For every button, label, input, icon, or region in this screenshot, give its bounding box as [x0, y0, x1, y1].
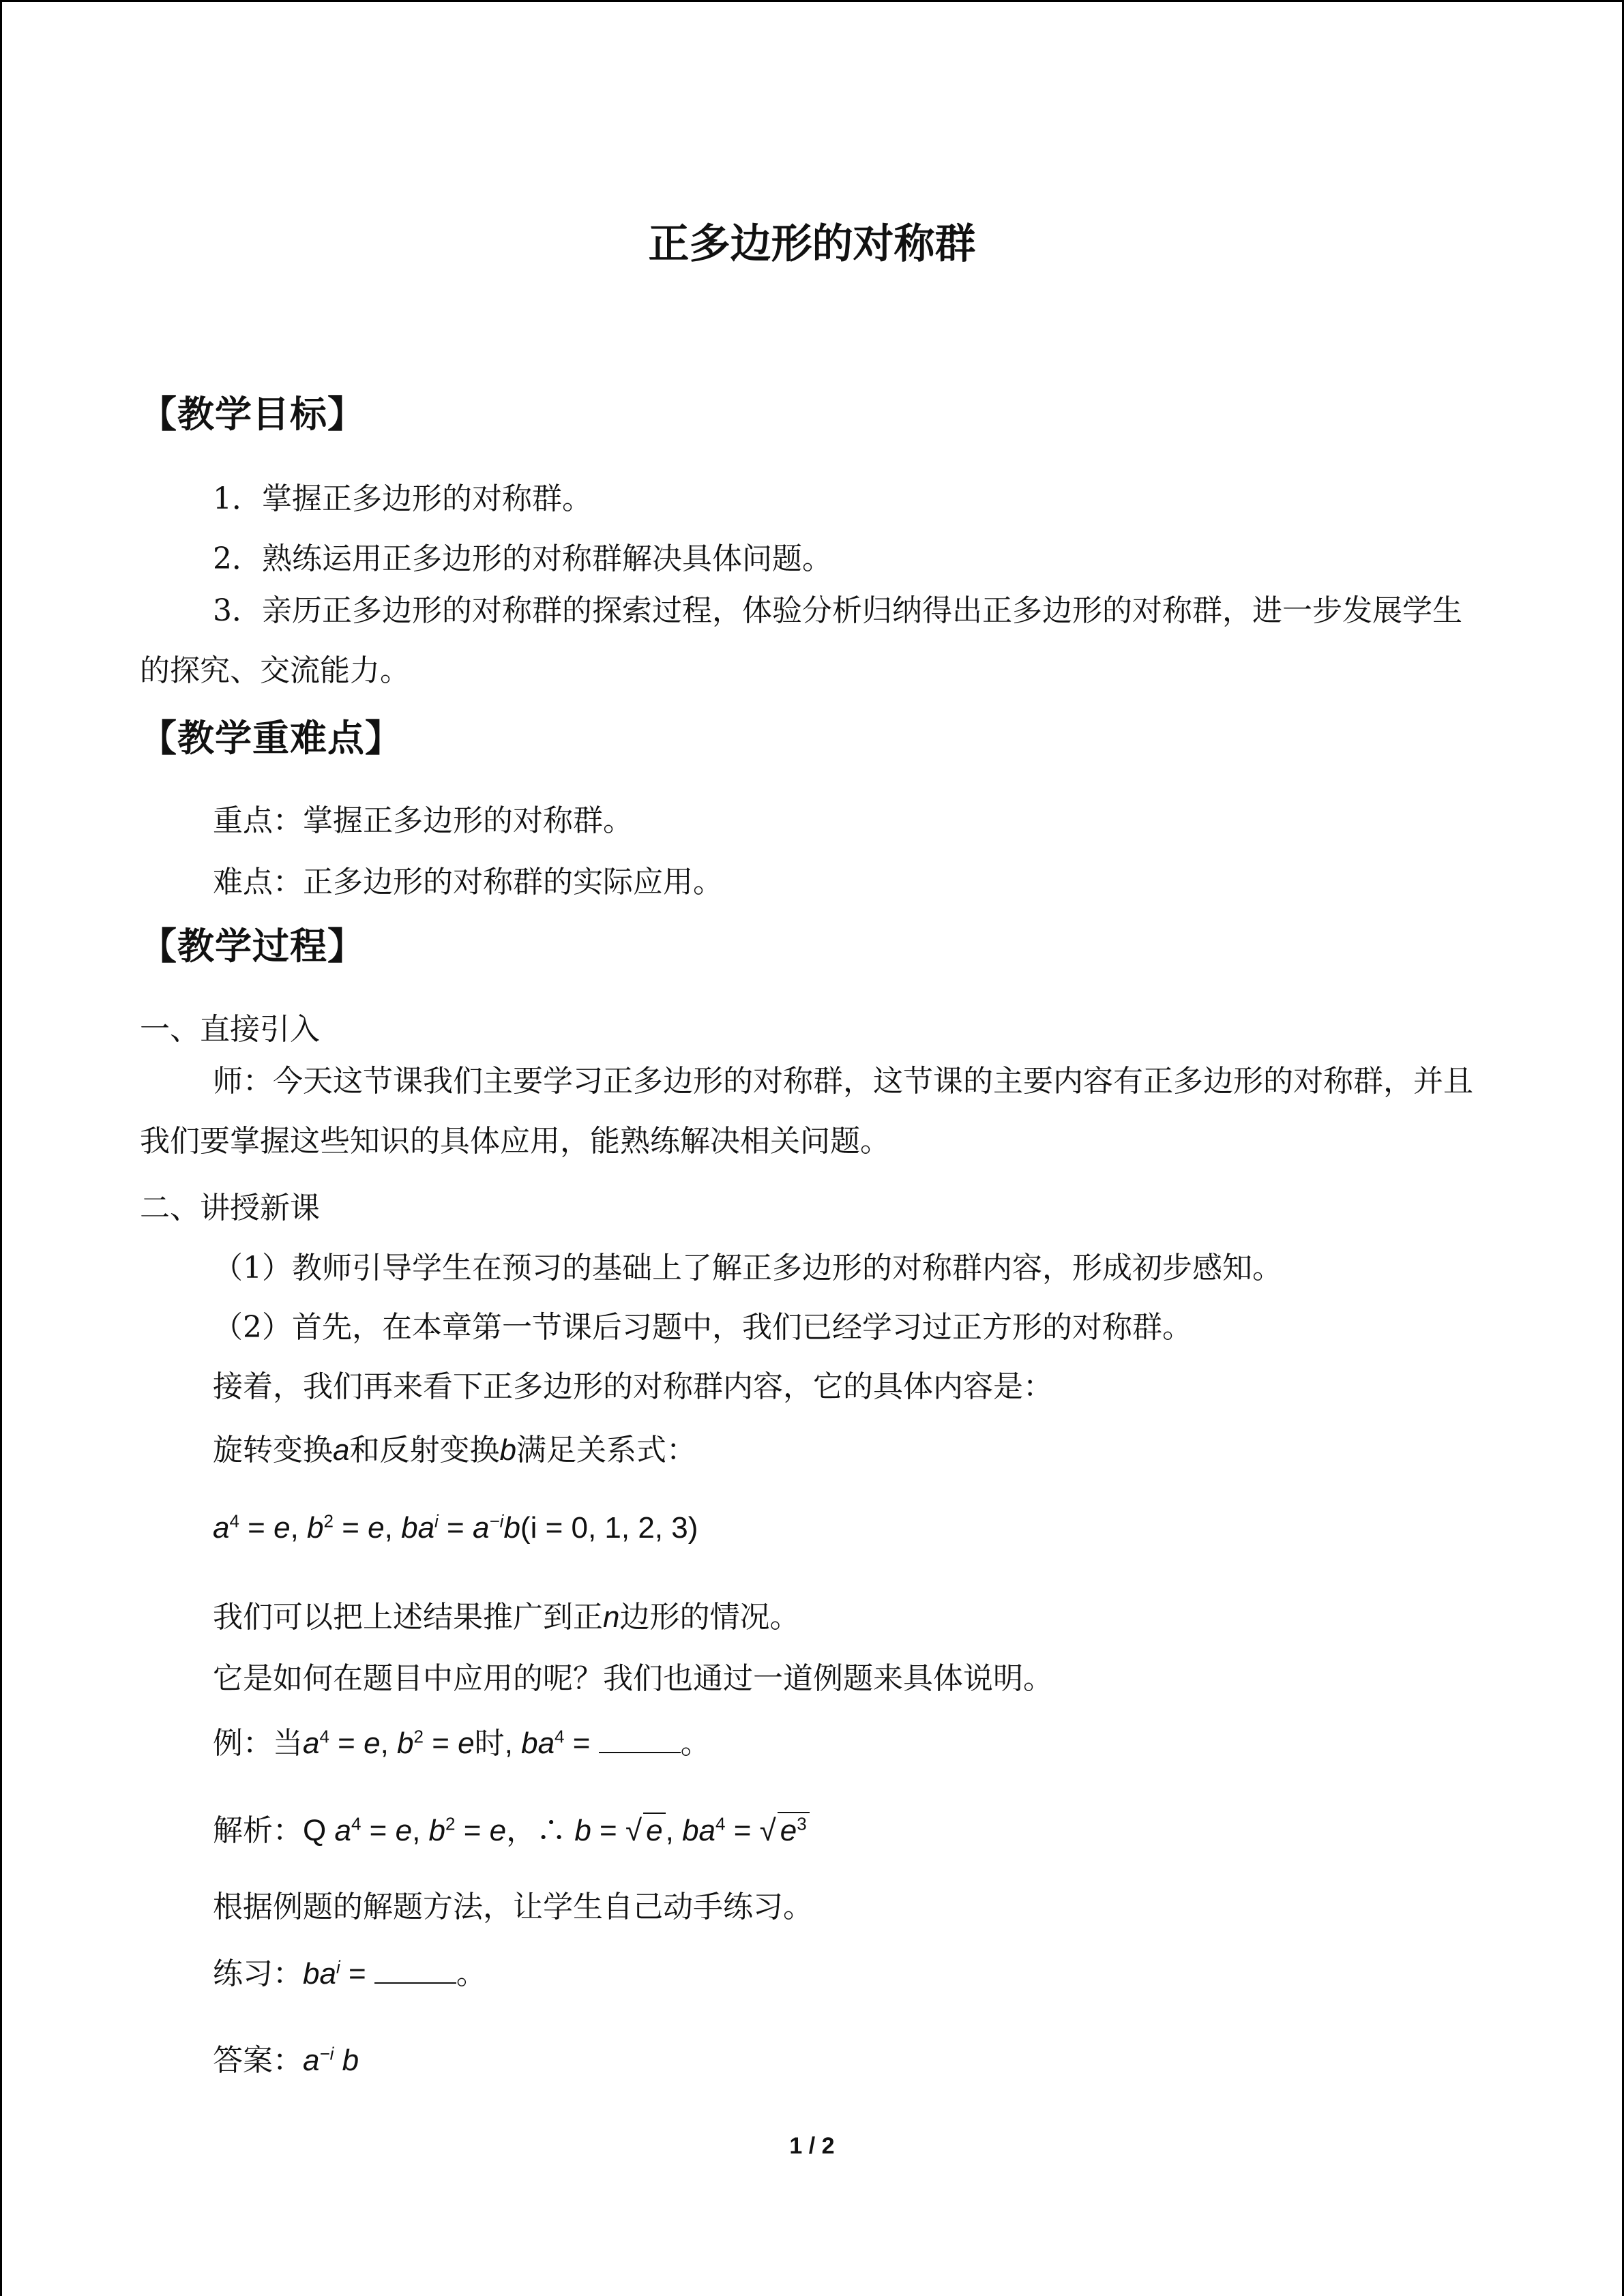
practice-label: 练习：: [213, 1956, 303, 1991]
relation-line: [213, 1425, 696, 1469]
formula-relations: $a^4 = e$, $b^2 = e$, $ba^i = a^{-i}b(i = 0$, 1, 2, 3): [213, 1510, 698, 1545]
var-a: a: [333, 1433, 350, 1467]
example-line: 例：当$a^4 = e$, $b^2 = e$时, $ba^4$ = 。: [213, 1726, 711, 1761]
generalize-prefix: 我们可以把上述结果推广到正: [213, 1600, 603, 1635]
heading-teaching-process: 【教学过程】: [140, 925, 365, 968]
generalize-suffix: 边形的情况。: [619, 1600, 800, 1635]
because-symbol: Q: [303, 1814, 327, 1847]
goal-1: 1．掌握正多边形的对称群。: [213, 481, 592, 516]
page-number: 1 / 2: [789, 2133, 835, 2159]
goal-3: 3．亲历正多边形的对称群的探索过程，体验分析归纳得出正多边形的对称群，进一步发展学生的探究、交流能力。: [140, 593, 1462, 688]
generalize-line: [213, 1592, 799, 1636]
example-when: 时: [474, 1726, 505, 1761]
answer-blank: [599, 1727, 681, 1753]
practice-line: 练习：$ba^i$ = 。: [213, 1956, 486, 1991]
sqrt-e: e: [643, 1813, 665, 1848]
application-intro: 它是如何在题目中应用的呢？我们也通过一道例题来具体说明。: [213, 1661, 1053, 1696]
practice-blank: [374, 1958, 456, 1984]
method-line: 根据例题的解题方法，让学生自己动手练习。: [213, 1890, 813, 1924]
sqrt-e-cubed: $e^3$: [778, 1812, 810, 1848]
heading-key-difficult: 【教学重难点】: [140, 717, 402, 760]
analysis-label: 解析：: [213, 1813, 303, 1848]
var-n: n: [603, 1600, 620, 1634]
analysis-line: 解析：Q $a^4 = e$, $b^2 = e$，∴ b = √ e, $ba^4$ = √ $e^3$: [213, 1806, 810, 1849]
page-border-left: [0, 0, 2, 2296]
page-border-top: [0, 0, 1624, 2]
example-label: 例：当: [213, 1726, 303, 1761]
step-1: （1）教师引导学生在预习的基础上了解正多边形的对称群内容，形成初步感知。: [213, 1251, 1282, 1285]
part1-text: 师：今天这节课我们主要学习正多边形的对称群，这节课的主要内容有正多边形的对称群，并且我们要掌握这些知识的具体应用，能熟练解决相关问题。: [140, 1064, 1473, 1159]
answer-line: 答案：$a^{-i}$ b: [213, 2043, 359, 2078]
part2-title: 二、讲授新课: [140, 1191, 320, 1225]
heading-teaching-goals: 【教学目标】: [140, 393, 365, 436]
relation-suffix: 满足关系式：: [516, 1433, 696, 1467]
var-b: b: [499, 1433, 516, 1467]
step-2: （2）首先，在本章第一节课后习题中，我们已经学习过正方形的对称群。: [213, 1310, 1192, 1345]
relation-mid: 和反射变换: [349, 1433, 500, 1467]
therefore-symbol: ∴: [536, 1813, 567, 1848]
key-point: 重点：掌握正多边形的对称群。: [213, 803, 633, 838]
part1-title: 一、直接引入: [140, 1012, 320, 1047]
difficult-point: 难点：正多边形的对称群的实际应用。: [213, 865, 723, 899]
goal-2: 2．熟练运用正多边形的对称群解决具体问题。: [213, 541, 832, 576]
i-values: (i = 0, 1, 2, 3): [520, 1511, 698, 1545]
next-intro: 接着，我们再来看下正多边形的对称群内容，它的具体内容是：: [213, 1369, 1053, 1404]
answer-label: 答案：: [213, 2043, 303, 2078]
relation-prefix: 旋转变换: [213, 1433, 333, 1467]
document-title: 正多边形的对称群: [648, 220, 976, 268]
